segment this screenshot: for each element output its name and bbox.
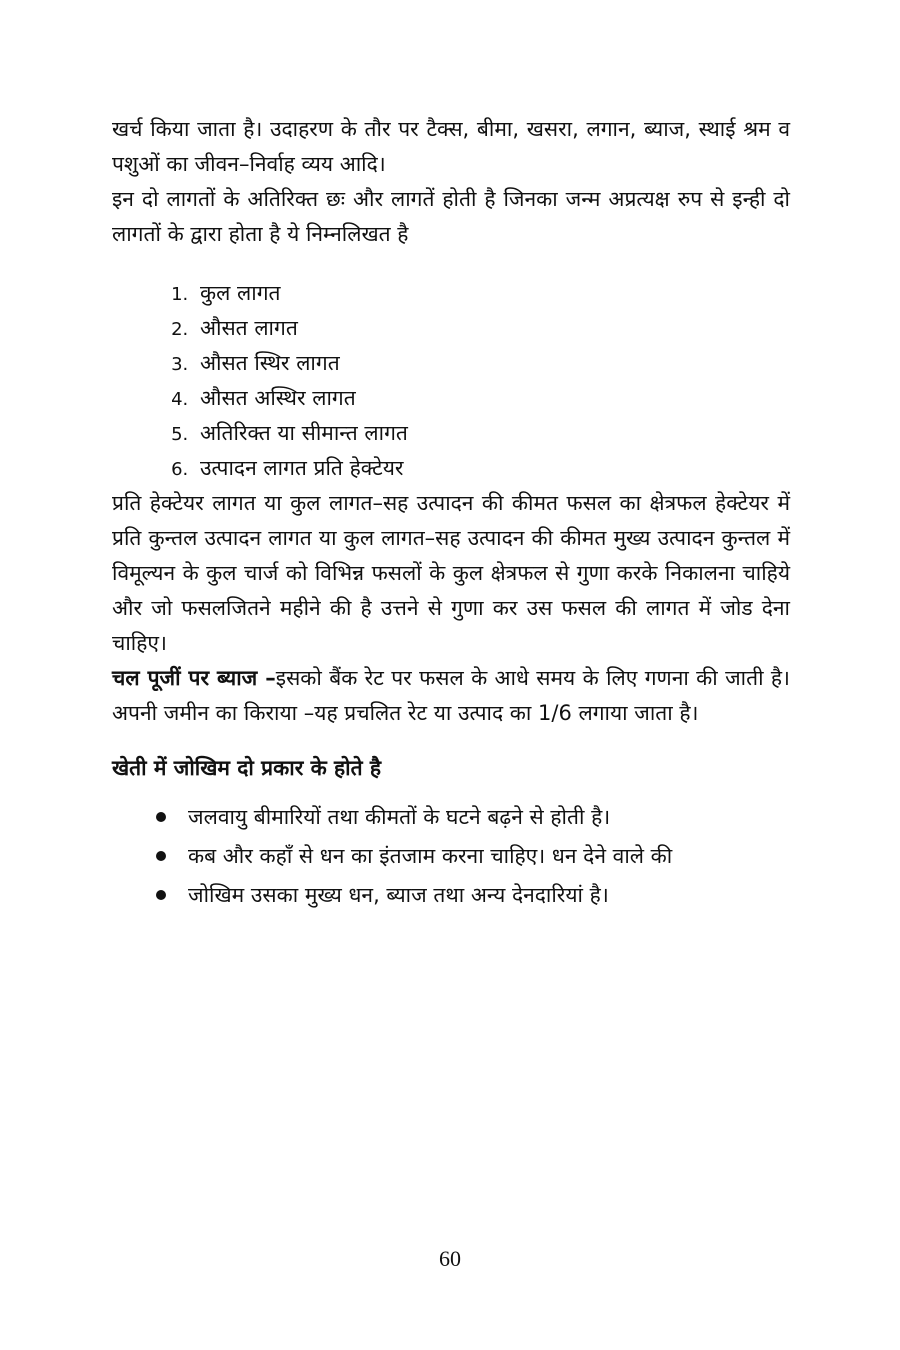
page-content	[112, 112, 790, 917]
list-item: 5. अतिरिक्त या सीमान्त लागत	[194, 416, 790, 451]
list-item	[188, 839, 790, 874]
list-item-text: जलवायु बीमारियों तथा कीमतों के घटने बढ़ने से होती है।	[188, 805, 611, 829]
list-item: 2. औसत लागत	[194, 311, 790, 346]
paragraph-lead-term: चल पूजीं पर ब्याज –	[112, 666, 276, 690]
list-item	[188, 800, 790, 835]
bullet-icon	[156, 890, 166, 900]
paragraph-expense-examples: खर्च किया जाता है। उदाहरण के तौर पर टैक्स, बीमा, खसरा, लगान, ब्याज, स्थाई श्रम व पशुओं का जीवन–निर्वाह व्यय आदि।	[112, 117, 790, 176]
list-item: 1. कुल लागत	[194, 276, 790, 311]
list-item-text: जोखिम उसका मुख्य धन, ब्याज तथा अन्य देनदारियां है।	[188, 883, 609, 907]
page-number: 60	[439, 1246, 461, 1271]
risk-list	[112, 800, 790, 913]
list-item-text: कब और कहाँ से धन का इंतजाम करना चाहिए। धन देने वाले की	[188, 844, 673, 868]
list-item: 4. औसत अस्थिर लागत	[194, 381, 790, 416]
risk-heading: खेती में जोखिम दो प्रकार के होते है	[112, 756, 382, 780]
paragraph-body: इसको बैंक रेट पर फसल के आधे समय के लिए गणना की जाती है। अपनी जमीन का किराया –यह प्रचलित रेट या उत्पाद का 1/6 लगाया जाता है।	[112, 666, 790, 725]
paragraph-working-capital-interest	[112, 661, 790, 731]
cost-types-list	[112, 276, 790, 486]
paragraph-other-costs-intro: इन दो लागतों के अतिरिक्त छः और लागतें होती है जिनका जन्म अप्रत्यक्ष रुप से इन्ही दो लागतों के द्वारा होता है ये निम्नलिखत है	[112, 187, 790, 246]
bullet-icon	[156, 812, 166, 822]
list-item: 6. उत्पादन लागत प्रति हेक्टेयर	[194, 451, 790, 486]
list-item	[188, 878, 790, 913]
bullet-icon	[156, 851, 166, 861]
list-item: 3. औसत स्थिर लागत	[194, 346, 790, 381]
paragraph-per-hectare-cost: प्रति हेक्टेयर लागत या कुल लागत–सह उत्पादन की कीमत फसल का क्षेत्रफल हेक्टेयर में प्रति कुन्तल उत्पादन लागत या कुल लागत–सह उत्पादन की कीमत मुख्य उत्पादन कुन्तल में विमूल्यन के कुल चार्ज को विभिन्न फसलों के कुल क्षेत्रफल से गुणा करके निकालना चाहिये और जो फसलजितने महीने की है उत्तने से गुणा कर उस फसल की लागत में जोड देना चाहिए।	[112, 491, 790, 655]
